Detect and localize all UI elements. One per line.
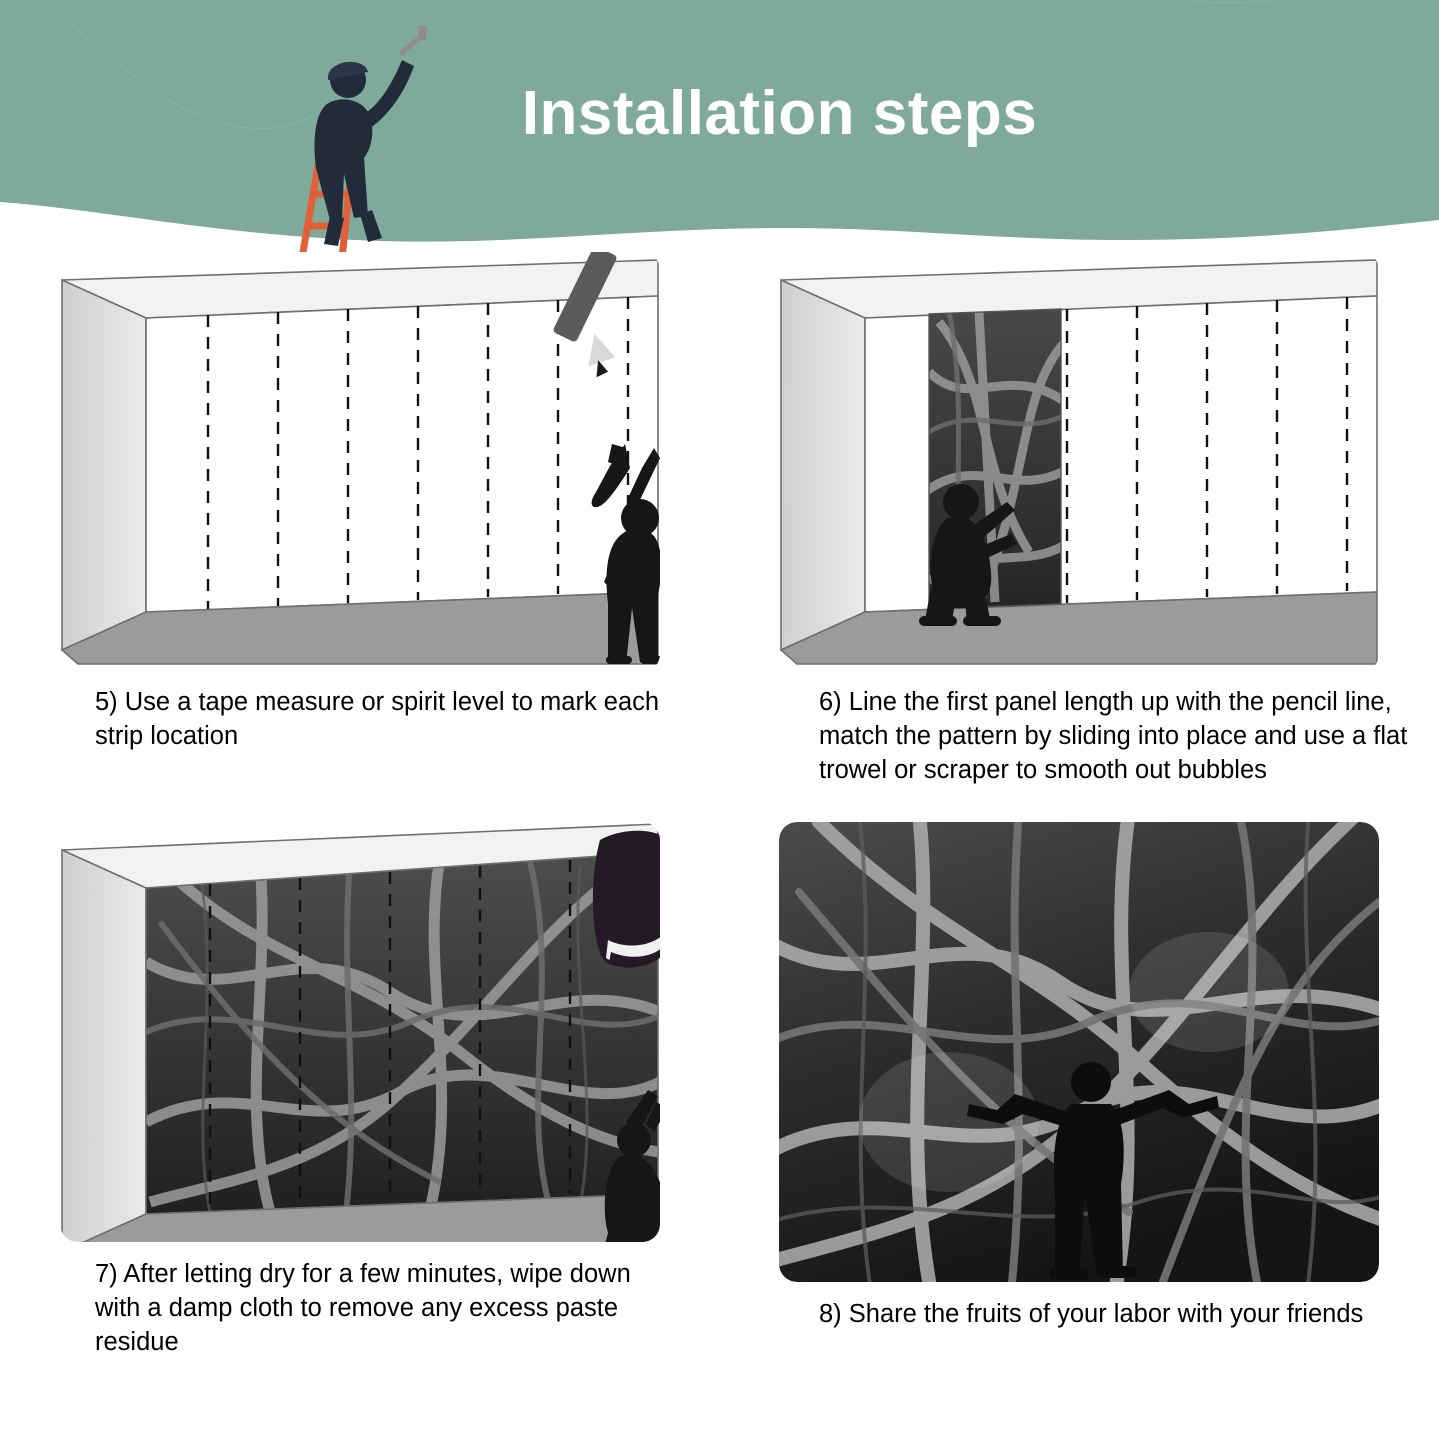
steps-row-2	[0, 822, 1439, 1360]
step-7-cell	[0, 822, 719, 1360]
step-7-caption: 7) After letting dry for a few minutes, wipe down with a damp cloth to remove any excess paste residue	[95, 1259, 631, 1356]
steps-row-1	[0, 252, 1439, 788]
step-5-figure	[60, 252, 660, 672]
step-8-caption: 8) Share the fruits of your labor with your friends	[819, 1299, 1364, 1328]
step-8-cell	[719, 822, 1438, 1360]
step-7-figure	[60, 822, 660, 1242]
step-5-cell	[0, 252, 719, 788]
step-5-caption: 5) Use a tape measure or spirit level to mark each strip location	[95, 688, 660, 750]
page-title: Installation steps	[521, 79, 1038, 148]
steps-grid	[0, 252, 1439, 1359]
step-8-figure	[779, 822, 1379, 1282]
step-6-figure	[779, 252, 1379, 672]
step-6-cell	[719, 252, 1438, 788]
step-6-caption: 6) Line the first panel length up with the pencil line, match the pattern by sliding into place and use a flat trowel or scraper to smooth out bubbles	[819, 688, 1408, 784]
cloth-icon	[592, 830, 659, 967]
header-banner	[0, 0, 1439, 262]
